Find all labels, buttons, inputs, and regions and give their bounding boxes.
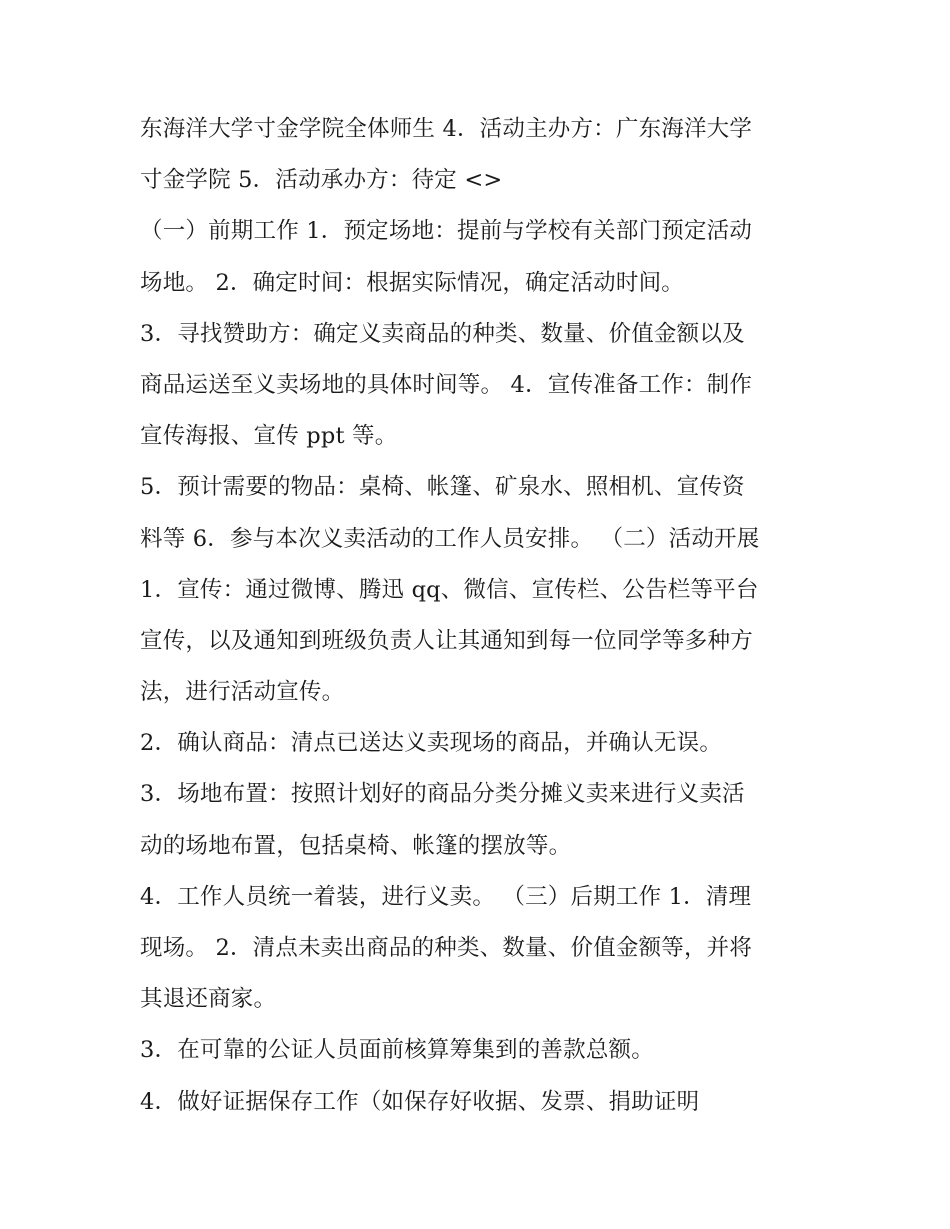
text-line: 料等 6．参与本次义卖活动的工作人员安排。 （二）活动开展 (140, 525, 760, 552)
text-line: 宣传，以及通知到班级负责人让其通知到每一位同学等多种方 (140, 627, 753, 654)
text-line: 4．工作人员统一着装，进行义卖。 （三）后期工作 1．清理 (140, 883, 752, 910)
text-line: 3．在可靠的公证人员面前核算筹集到的善款总额。 (140, 1037, 654, 1064)
text-line: 东海洋大学寸金学院全体师生 4．活动主办方：广东海洋大学 (140, 116, 753, 142)
text-line: 场地。 2．确定时间：根据实际情况，确定活动时间。 (140, 269, 684, 296)
text-line: 其退还商家。 (140, 986, 277, 1013)
text-line: 3．寻找赞助方：确定义卖商品的种类、数量、价值金额以及 (140, 320, 745, 347)
document-body (140, 104, 830, 1128)
text-line: 3．场地布置：按照计划好的商品分类分摊义卖来进行义卖活 (140, 781, 745, 808)
text-line: （一）前期工作 1．预定场地：提前与学校有关部门预定活动 (140, 218, 753, 245)
text-line: 5．预计需要的物品：桌椅、帐篷、矿泉水、照相机、宣传资 (140, 474, 745, 501)
text-line: 2．确认商品：清点已送达义卖现场的商品，并确认无误。 (140, 730, 723, 757)
text-line: 1．宣传：通过微博、腾迅 qq、微信、宣传栏、公告栏等平台 (140, 576, 759, 603)
text-line: 寸金学院 5．活动承办方：待定 <> (140, 167, 503, 194)
text-line: 宣传海报、宣传 ppt 等。 (140, 423, 398, 450)
text-line: 商品运送至义卖场地的具体时间等。 4．宣传准备工作：制作 (140, 371, 753, 398)
text-line: 法，进行活动宣传。 (140, 679, 345, 706)
text-line: 4．做好证据保存工作（如保存好收据、发票、捐助证明 (140, 1088, 700, 1115)
text-line: 动的场地布置，包括桌椅、帐篷的摆放等。 (140, 832, 572, 859)
text-line: 现场。 2．清点未卖出商品的种类、数量、价值金额等，并将 (140, 935, 753, 961)
